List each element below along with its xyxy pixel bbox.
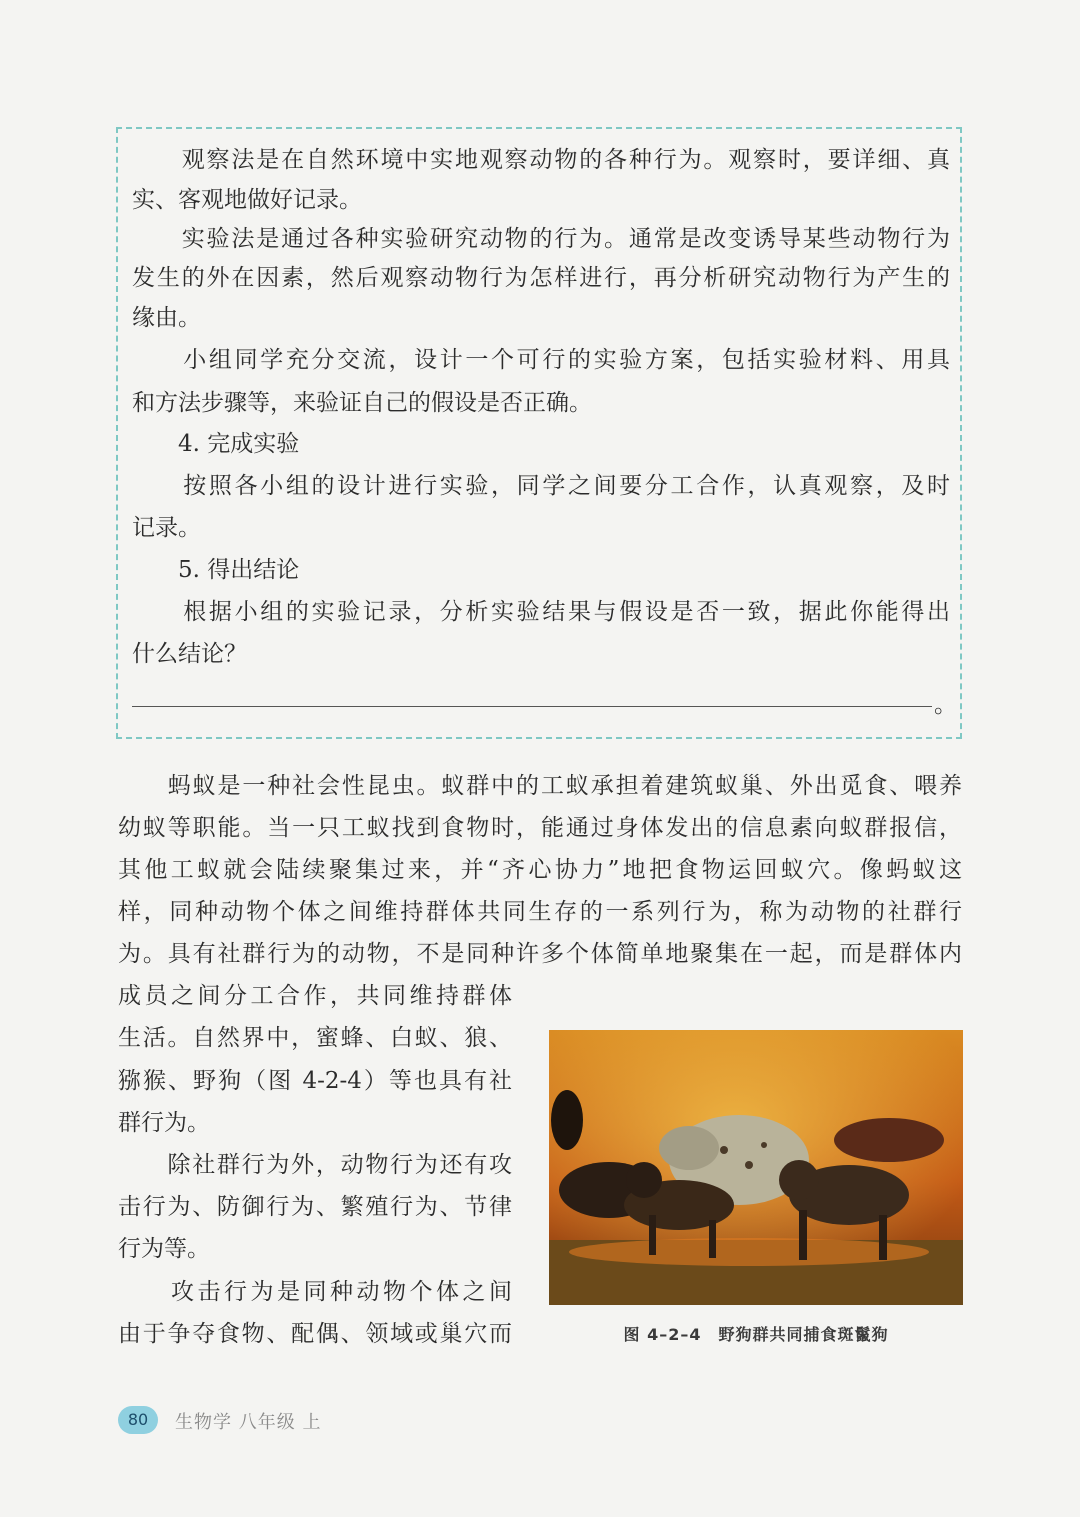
body-line: 攻击行为是同种动物个体之间	[118, 1279, 512, 1305]
body-line: 为。具有社群行为的动物，不是同种许多个体简单地聚集在一起，而是群体内	[118, 941, 962, 967]
box-line: 实验法是通过各种实验研究动物的行为。通常是改变诱导某些动物行为	[132, 226, 950, 252]
answer-blank-line	[132, 706, 932, 707]
box-line: 和方法步骤等，来验证自己的假设是否正确。	[132, 390, 592, 416]
body-line: 行为等。	[118, 1236, 210, 1262]
box-line: 按照各小组的设计进行实验，同学之间要分工合作，认真观察，及时	[132, 473, 950, 499]
body-line: 击行为、防御行为、繁殖行为、节律	[118, 1194, 512, 1220]
box-line: 发生的外在因素，然后观察动物行为怎样进行，再分析研究动物行为产生的	[132, 265, 950, 291]
answer-end-punctuation: 。	[934, 692, 957, 718]
step-heading: 4. 完成实验	[132, 431, 300, 457]
body-line: 成员之间分工合作，共同维持群体	[118, 983, 512, 1009]
step-heading: 5. 得出结论	[132, 557, 300, 583]
body-line: 生活。自然界中，蜜蜂、白蚁、狼、	[118, 1025, 512, 1051]
running-title: 生物学 八年级 上	[175, 1412, 322, 1433]
figure-caption: 图 4–2–4 野狗群共同捕食斑鬣狗	[623, 1325, 889, 1344]
body-line: 群行为。	[118, 1110, 210, 1136]
wild-dogs-photo	[549, 1030, 963, 1305]
box-line: 什么结论？	[132, 641, 247, 667]
body-line: 除社群行为外，动物行为还有攻	[118, 1152, 512, 1178]
page-number-badge: 80	[118, 1406, 158, 1434]
box-line: 根据小组的实验记录，分析实验结果与假设是否一致，据此你能得出	[132, 599, 950, 625]
body-line: 猕猴、野狗（图 4-2-4）等也具有社	[118, 1068, 512, 1094]
box-line: 实、客观地做好记录。	[132, 187, 362, 213]
body-line: 蚂蚁是一种社会性昆虫。蚁群中的工蚁承担着建筑蚁巢、外出觅食、喂养	[118, 773, 962, 799]
box-line: 观察法是在自然环境中实地观察动物的各种行为。观察时，要详细、真	[132, 147, 950, 173]
box-line: 记录。	[132, 515, 201, 541]
body-line: 幼蚁等职能。当一只工蚁找到食物时，能通过身体发出的信息素向蚁群报信，	[118, 815, 962, 841]
box-line: 小组同学充分交流，设计一个可行的实验方案，包括实验材料、用具	[132, 347, 950, 373]
body-line: 由于争夺食物、配偶、领域或巢穴而	[118, 1321, 512, 1347]
body-line: 样，同种动物个体之间维持群体共同生存的一系列行为，称为动物的社群行	[118, 899, 962, 925]
box-line: 缘由。	[132, 305, 201, 331]
body-line: 其他工蚁就会陆续聚集过来，并“齐心协力”地把食物运回蚁穴。像蚂蚁这	[118, 857, 962, 883]
